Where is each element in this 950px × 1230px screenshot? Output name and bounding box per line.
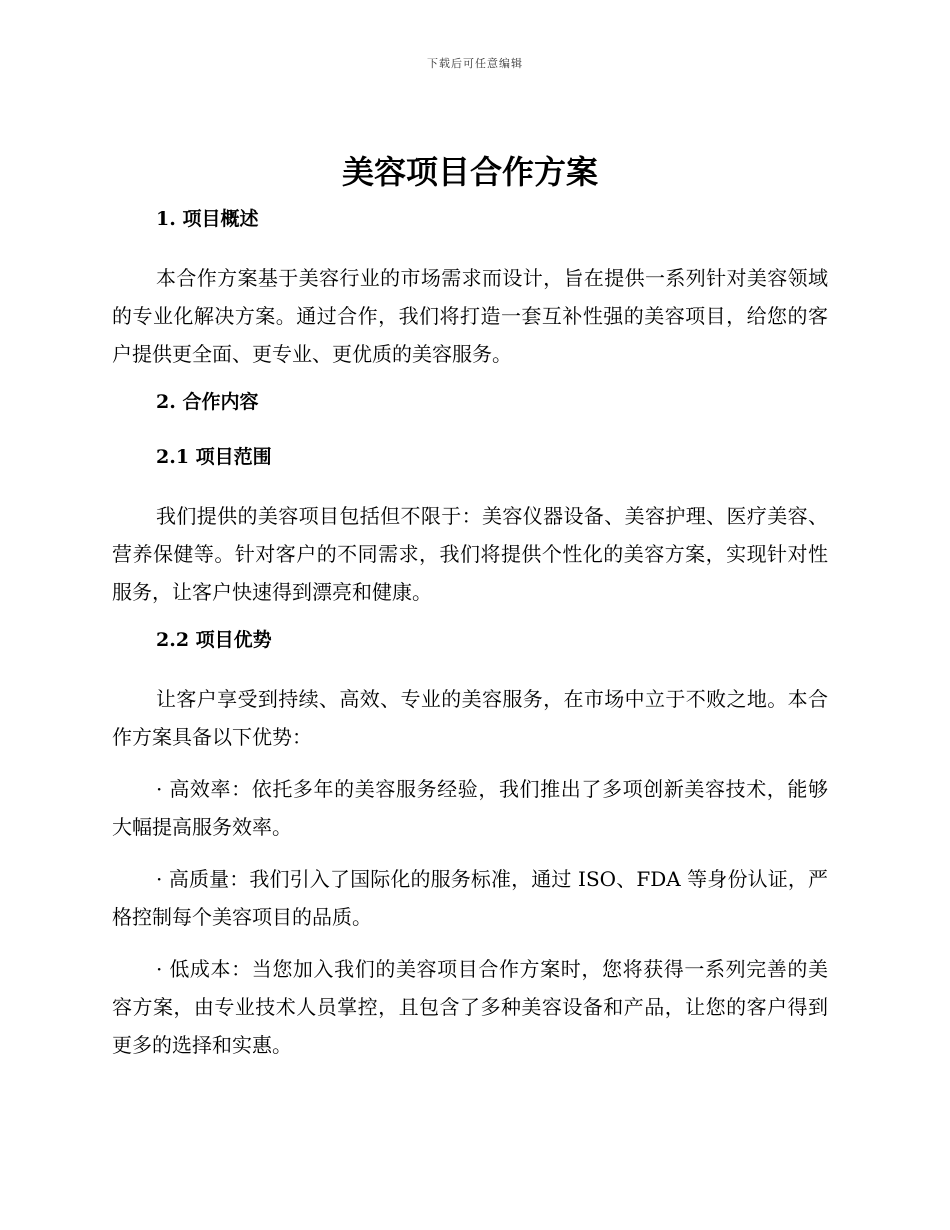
paragraph-overview: 本合作方案基于美容行业的市场需求而设计，旨在提供一系列针对美容领域的专业化解决方案。通过合作，我们将打造一套互补性强的美容项目，给您的客户提供更全面、更专业、更优质的美容服务。	[112, 266, 828, 366]
section-heading-project-advantages: 2.2 项目优势	[156, 629, 272, 651]
paragraph-advantages-intro: 让客户享受到持续、高效、专业的美容服务，在市场中立于不败之地。本合作方案具备以下优势：	[112, 687, 828, 749]
section-heading-cooperation-content: 2. 合作内容	[156, 391, 259, 413]
document-title: 美容项目合作方案	[341, 153, 598, 191]
bullet-low-cost: · 低成本：当您加入我们的美容项目合作方案时，您将获得一系列完善的美容方案，由专业技术人员掌控，且包含了多种美容设备和产品，让您的客户得到更多的选择和实惠。	[112, 957, 828, 1057]
bullet-efficiency: · 高效率：依托多年的美容服务经验，我们推出了多项创新美容技术，能够大幅提高服务效率。	[112, 777, 828, 839]
bullet-quality: · 高质量：我们引入了国际化的服务标准，通过 ISO、FDA 等身份认证，严格控制每个美容项目的品质。	[112, 867, 828, 929]
paragraph-project-scope: 我们提供的美容项目包括但不限于：美容仪器设备、美容护理、医疗美容、营养保健等。针对客户的不同需求，我们将提供个性化的美容方案，实现针对性服务，让客户快速得到漂亮和健康。	[112, 504, 828, 604]
document-body	[112, 150, 828, 1078]
section-heading-project-scope: 2.1 项目范围	[156, 446, 272, 468]
section-heading-overview: 1. 项目概述	[156, 208, 259, 230]
page-header: 下载后可任意编辑	[427, 57, 523, 70]
